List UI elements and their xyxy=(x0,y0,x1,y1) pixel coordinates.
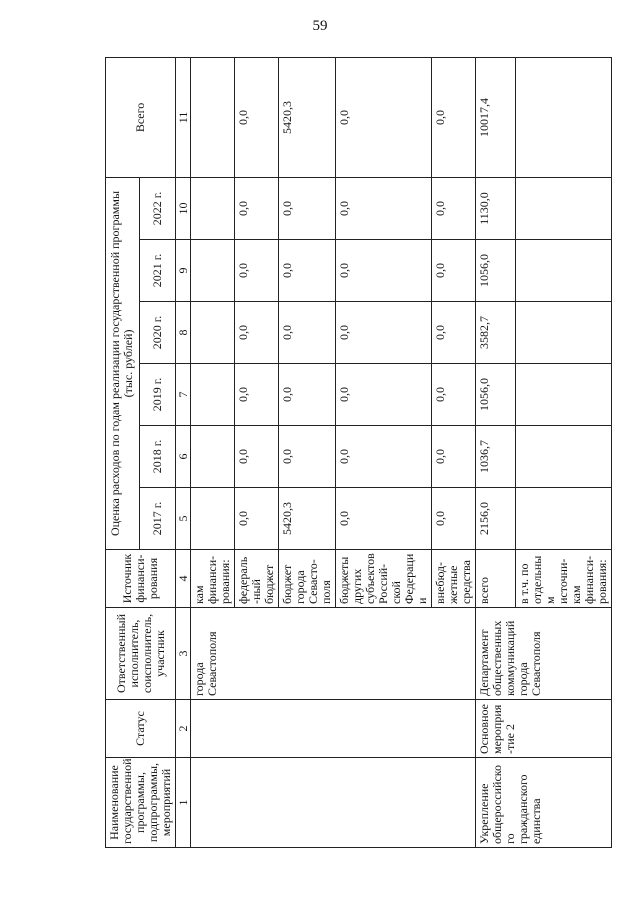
value-cell: 0,0 xyxy=(279,302,336,364)
value-cell: 0,0 xyxy=(336,488,432,550)
index-cell: 11 xyxy=(176,57,191,177)
block2-executor-cell: Департамент общественных коммуникаций города Севастополя xyxy=(476,608,612,700)
header-source: Источник финанси-рования xyxy=(106,550,176,608)
source-cell: внебюд-жетные средства xyxy=(432,550,476,608)
value-cell: 3582,7 xyxy=(476,302,516,364)
block1-status-cell xyxy=(191,700,476,758)
value-cell: 0,0 xyxy=(235,364,279,426)
value-cell: 0,0 xyxy=(336,177,432,239)
value-cell: 0,0 xyxy=(279,177,336,239)
value-cell: 0,0 xyxy=(432,302,476,364)
header-estimate: Оценка расходов по годам реализации государственной программы (тыс. рублей) xyxy=(106,177,140,549)
source-cell: бюджеты других субъектов Россий-ской Федерации xyxy=(336,550,432,608)
source-cell: федераль-ный бюджет xyxy=(235,550,279,608)
header-year-2020: 2020 г. xyxy=(139,302,175,364)
table-row xyxy=(476,57,516,847)
header-year-2019: 2019 г. xyxy=(139,364,175,426)
header-year-2021: 2021 г. xyxy=(139,240,175,302)
value-cell: 0,0 xyxy=(432,488,476,550)
header-status: Статус xyxy=(106,700,176,758)
value-cell: 0,0 xyxy=(235,177,279,239)
index-cell: 7 xyxy=(176,364,191,426)
value-cell: 5420,3 xyxy=(279,488,336,550)
value-cell: 1056,0 xyxy=(476,240,516,302)
index-cell: 9 xyxy=(176,240,191,302)
value-cell: 0,0 xyxy=(279,426,336,488)
index-cell: 1 xyxy=(176,758,191,848)
index-cell: 5 xyxy=(176,488,191,550)
value-cell: 1036,7 xyxy=(476,426,516,488)
index-cell: 8 xyxy=(176,302,191,364)
value-cell: 1130,0 xyxy=(476,177,516,239)
value-cell: 0,0 xyxy=(235,488,279,550)
source-cell: кам финанси-рования: xyxy=(191,550,235,608)
value-cell: 2156,0 xyxy=(476,488,516,550)
value-cell: 0,0 xyxy=(432,57,476,177)
value-cell: 0,0 xyxy=(336,364,432,426)
source-cell: в т.ч. по отдельным источни-кам финанси-рования: xyxy=(516,550,612,608)
block1-name-cell xyxy=(191,758,476,848)
source-cell: бюджет города Севасто-поля xyxy=(279,550,336,608)
header-year-2022: 2022 г. xyxy=(139,177,175,239)
index-cell: 10 xyxy=(176,177,191,239)
value-cell: 0,0 xyxy=(432,364,476,426)
value-cell: 0,0 xyxy=(336,57,432,177)
value-cell: 0,0 xyxy=(235,302,279,364)
index-cell: 6 xyxy=(176,426,191,488)
header-total: Всего xyxy=(106,57,176,177)
table-row xyxy=(191,57,235,847)
rotated-table-container xyxy=(105,58,609,848)
value-cell: 0,0 xyxy=(235,426,279,488)
block1-executor-cell: города Севастополя xyxy=(191,608,476,700)
index-row xyxy=(176,57,191,847)
value-cell: 0,0 xyxy=(432,426,476,488)
index-cell: 4 xyxy=(176,550,191,608)
value-cell: 1056,0 xyxy=(476,364,516,426)
header-year-2018: 2018 г. xyxy=(139,426,175,488)
value-cell: 0,0 xyxy=(235,240,279,302)
value-cell: 0,0 xyxy=(235,57,279,177)
value-cell: 0,0 xyxy=(279,364,336,426)
block2-status-cell: Основное мероприя-тие 2 xyxy=(476,700,612,758)
source-cell: всего xyxy=(476,550,516,608)
index-cell: 2 xyxy=(176,700,191,758)
header-name: Наименование государственной программы, подпрограммы, мероприятий xyxy=(106,758,176,848)
value-cell: 0,0 xyxy=(432,240,476,302)
header-year-2017: 2017 г. xyxy=(139,488,175,550)
index-cell: 3 xyxy=(176,608,191,700)
budget-table xyxy=(105,57,612,848)
value-cell: 0,0 xyxy=(279,240,336,302)
value-cell: 5420,3 xyxy=(279,57,336,177)
value-cell: 0,0 xyxy=(432,177,476,239)
page-number: 59 xyxy=(312,18,328,34)
header-executor: Ответственный исполнитель, соисполнитель, участник xyxy=(106,608,176,700)
block2-name-cell: Укрепление общероссийского гражданского единства xyxy=(476,758,612,848)
value-cell: 0,0 xyxy=(336,426,432,488)
value-cell: 0,0 xyxy=(336,302,432,364)
value-cell: 0,0 xyxy=(336,240,432,302)
value-cell: 10017,4 xyxy=(476,57,516,177)
budget-table-wrapper xyxy=(105,58,609,848)
